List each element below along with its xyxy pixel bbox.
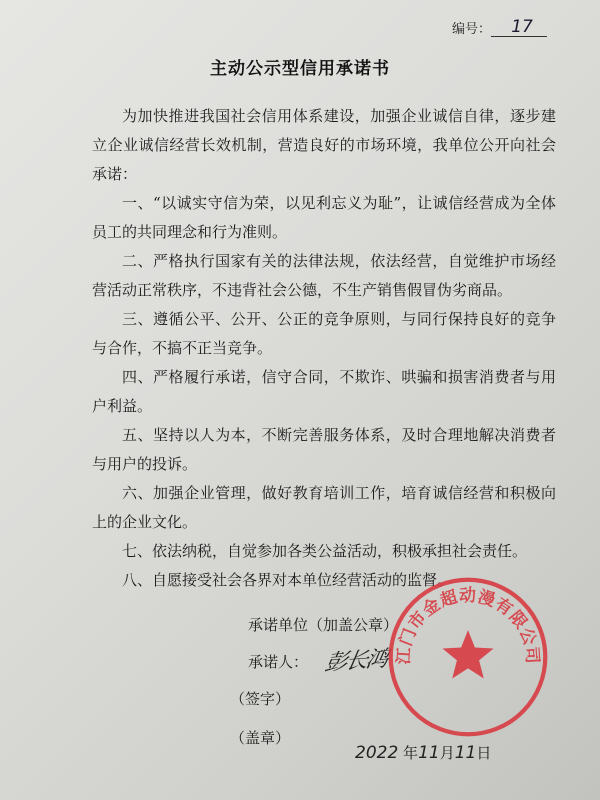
commitment-item: 五、坚持以人为本，不断完善服务体系，及时合理地解决消费者与用户的投诉。: [92, 426, 556, 473]
company-seal-stamp: [384, 573, 552, 741]
handwritten-signature: 彭长鸿: [322, 646, 389, 677]
date-month: 11: [418, 743, 440, 763]
date-year: 2022: [355, 743, 399, 763]
commitment-item: 七、依法纳税，自觉参加各类公益活动，积极承担社会责任。: [122, 542, 528, 560]
commitment-item: 六、加强企业管理，做好教育培训工作，培育诚信经营和积极向上的企业文化。: [92, 484, 556, 531]
seal-text: 江门市金超动漫有限公司: [392, 585, 544, 666]
commitment-item: 一、“以诚实守信为荣，以见利忘义为耻”，让诚信经营成为全体员工的共同理念和行为准则。: [92, 194, 556, 241]
serial-value: 17: [491, 18, 547, 37]
signing-unit-label: 承诺单位（加盖公章）: [248, 616, 399, 634]
seal-label: （盖章）: [230, 729, 291, 747]
sign-label: （签字）: [230, 690, 291, 708]
date-day: 11: [454, 743, 477, 763]
seal-star-icon: [442, 630, 493, 678]
document-body: [92, 102, 556, 595]
date-year-suffix: 年: [403, 744, 419, 762]
serial-label: 编号：: [452, 22, 492, 37]
commitment-item: 三、遵循公平、公开、公正的竞争原则，与同行保持良好的竞争与合作，不搞不正当竞争。: [92, 310, 556, 357]
commitment-item: 二、严格执行国家有关的法律法规，依法经营，自觉维护市场经营活动正常秩序，不违背社会公德，不生产销售假冒伪劣商品。: [92, 252, 556, 299]
date-month-suffix: 月: [439, 744, 455, 762]
intro-paragraph: 为加快推进我国社会信用体系建设，加强企业诚信自律，逐步建立企业诚信经营长效机制，营造良好的市场环境，我单位公开向社会承诺：: [92, 107, 556, 183]
signer-label: 承诺人：: [248, 653, 309, 671]
sign-date: [355, 742, 491, 763]
document-title: 主动公示型信用承诺书: [210, 59, 390, 79]
date-day-suffix: 日: [476, 744, 492, 762]
commitment-item: 四、严格履行承诺，信守合同，不欺诈、哄骗和损害消费者与用户利益。: [92, 368, 556, 415]
commitment-item: 八、自愿接受社会各界对本单位经营活动的监督。: [122, 571, 453, 589]
serial-number: [452, 18, 547, 37]
